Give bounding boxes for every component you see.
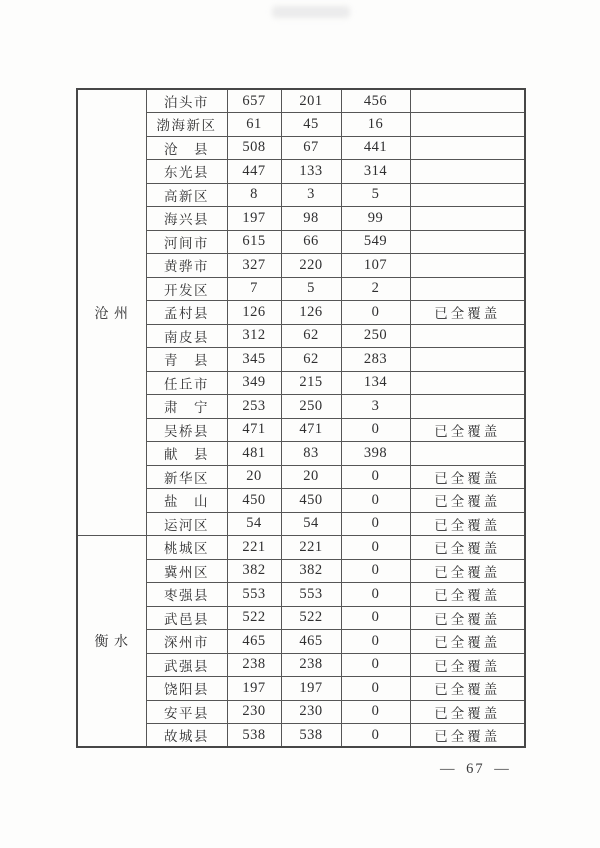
remark-cell xyxy=(410,442,525,466)
value-cell: 3 xyxy=(341,395,410,419)
value-cell: 0 xyxy=(341,653,410,677)
value-cell: 657 xyxy=(227,89,281,113)
remark-cell xyxy=(410,136,525,160)
remark-cell: 已全覆盖 xyxy=(410,489,525,513)
value-cell: 5 xyxy=(281,277,341,301)
value-cell: 508 xyxy=(227,136,281,160)
value-cell: 0 xyxy=(341,512,410,536)
county-name-cell: 新华区 xyxy=(146,465,227,489)
county-name-cell: 运河区 xyxy=(146,512,227,536)
county-name-cell: 南皮县 xyxy=(146,324,227,348)
value-cell: 382 xyxy=(227,559,281,583)
value-cell: 83 xyxy=(281,442,341,466)
value-cell: 447 xyxy=(227,160,281,184)
value-cell: 538 xyxy=(281,724,341,748)
county-name-cell: 渤海新区 xyxy=(146,113,227,137)
value-cell: 45 xyxy=(281,113,341,137)
value-cell: 126 xyxy=(281,301,341,325)
value-cell: 250 xyxy=(341,324,410,348)
value-cell: 549 xyxy=(341,230,410,254)
value-cell: 553 xyxy=(227,583,281,607)
value-cell: 133 xyxy=(281,160,341,184)
value-cell: 0 xyxy=(341,677,410,701)
value-cell: 327 xyxy=(227,254,281,278)
value-cell: 0 xyxy=(341,630,410,654)
value-cell: 20 xyxy=(281,465,341,489)
value-cell: 197 xyxy=(227,677,281,701)
remark-cell: 已全覆盖 xyxy=(410,724,525,748)
county-name-cell: 桃城区 xyxy=(146,536,227,560)
value-cell: 465 xyxy=(227,630,281,654)
value-cell: 345 xyxy=(227,348,281,372)
remark-cell: 已全覆盖 xyxy=(410,700,525,724)
county-name-cell: 冀州区 xyxy=(146,559,227,583)
county-name-cell: 饶阳县 xyxy=(146,677,227,701)
remark-cell xyxy=(410,371,525,395)
county-name-cell: 任丘市 xyxy=(146,371,227,395)
remark-cell xyxy=(410,113,525,137)
remark-cell: 已全覆盖 xyxy=(410,630,525,654)
county-name-cell: 武强县 xyxy=(146,653,227,677)
value-cell: 250 xyxy=(281,395,341,419)
remark-cell xyxy=(410,395,525,419)
county-name-cell: 安平县 xyxy=(146,700,227,724)
value-cell: 54 xyxy=(227,512,281,536)
value-cell: 62 xyxy=(281,348,341,372)
county-name-cell: 武邑县 xyxy=(146,606,227,630)
value-cell: 220 xyxy=(281,254,341,278)
county-name-cell: 肃 宁 xyxy=(146,395,227,419)
value-cell: 253 xyxy=(227,395,281,419)
value-cell: 197 xyxy=(281,677,341,701)
county-name-cell: 盐 山 xyxy=(146,489,227,513)
county-name-cell: 吴桥县 xyxy=(146,418,227,442)
county-name-cell: 沧 县 xyxy=(146,136,227,160)
value-cell: 98 xyxy=(281,207,341,231)
value-cell: 522 xyxy=(281,606,341,630)
remark-cell xyxy=(410,324,525,348)
value-cell: 54 xyxy=(281,512,341,536)
value-cell: 0 xyxy=(341,465,410,489)
value-cell: 471 xyxy=(227,418,281,442)
value-cell: 238 xyxy=(227,653,281,677)
value-cell: 134 xyxy=(341,371,410,395)
value-cell: 7 xyxy=(227,277,281,301)
value-cell: 450 xyxy=(281,489,341,513)
value-cell: 481 xyxy=(227,442,281,466)
value-cell: 99 xyxy=(341,207,410,231)
value-cell: 2 xyxy=(341,277,410,301)
value-cell: 450 xyxy=(227,489,281,513)
remark-cell xyxy=(410,348,525,372)
value-cell: 465 xyxy=(281,630,341,654)
remark-cell: 已全覆盖 xyxy=(410,418,525,442)
value-cell: 471 xyxy=(281,418,341,442)
value-cell: 314 xyxy=(341,160,410,184)
county-name-cell: 献 县 xyxy=(146,442,227,466)
value-cell: 0 xyxy=(341,559,410,583)
county-name-cell: 高新区 xyxy=(146,183,227,207)
county-name-cell: 河间市 xyxy=(146,230,227,254)
remark-cell xyxy=(410,254,525,278)
value-cell: 349 xyxy=(227,371,281,395)
county-name-cell: 孟村县 xyxy=(146,301,227,325)
value-cell: 201 xyxy=(281,89,341,113)
remark-cell: 已全覆盖 xyxy=(410,536,525,560)
county-name-cell: 故城县 xyxy=(146,724,227,748)
remark-cell xyxy=(410,160,525,184)
value-cell: 62 xyxy=(281,324,341,348)
value-cell: 553 xyxy=(281,583,341,607)
remark-cell: 已全覆盖 xyxy=(410,583,525,607)
coverage-table xyxy=(76,88,526,748)
coverage-table-body xyxy=(77,89,525,747)
remark-cell xyxy=(410,183,525,207)
value-cell: 0 xyxy=(341,700,410,724)
value-cell: 0 xyxy=(341,418,410,442)
remark-cell xyxy=(410,207,525,231)
value-cell: 215 xyxy=(281,371,341,395)
remark-cell: 已全覆盖 xyxy=(410,606,525,630)
value-cell: 16 xyxy=(341,113,410,137)
value-cell: 67 xyxy=(281,136,341,160)
value-cell: 538 xyxy=(227,724,281,748)
value-cell: 126 xyxy=(227,301,281,325)
value-cell: 441 xyxy=(341,136,410,160)
remark-cell: 已全覆盖 xyxy=(410,653,525,677)
remark-cell: 已全覆盖 xyxy=(410,512,525,536)
county-name-cell: 深州市 xyxy=(146,630,227,654)
value-cell: 20 xyxy=(227,465,281,489)
value-cell: 0 xyxy=(341,489,410,513)
value-cell: 522 xyxy=(227,606,281,630)
remark-cell xyxy=(410,277,525,301)
remark-cell: 已全覆盖 xyxy=(410,559,525,583)
value-cell: 66 xyxy=(281,230,341,254)
county-name-cell: 枣强县 xyxy=(146,583,227,607)
value-cell: 238 xyxy=(281,653,341,677)
remark-cell: 已全覆盖 xyxy=(410,465,525,489)
value-cell: 0 xyxy=(341,583,410,607)
remark-cell xyxy=(410,230,525,254)
county-name-cell: 泊头市 xyxy=(146,89,227,113)
value-cell: 230 xyxy=(281,700,341,724)
scan-smudge-artifact xyxy=(272,6,350,18)
value-cell: 456 xyxy=(341,89,410,113)
county-name-cell: 开发区 xyxy=(146,277,227,301)
table-row xyxy=(77,536,525,560)
county-name-cell: 海兴县 xyxy=(146,207,227,231)
value-cell: 0 xyxy=(341,301,410,325)
value-cell: 61 xyxy=(227,113,281,137)
value-cell: 382 xyxy=(281,559,341,583)
value-cell: 221 xyxy=(227,536,281,560)
county-name-cell: 黄骅市 xyxy=(146,254,227,278)
value-cell: 283 xyxy=(341,348,410,372)
value-cell: 0 xyxy=(341,536,410,560)
group-label: 衡 水 xyxy=(77,536,146,748)
value-cell: 221 xyxy=(281,536,341,560)
county-name-cell: 青 县 xyxy=(146,348,227,372)
value-cell: 5 xyxy=(341,183,410,207)
value-cell: 0 xyxy=(341,724,410,748)
remark-cell xyxy=(410,89,525,113)
value-cell: 398 xyxy=(341,442,410,466)
county-name-cell: 东光县 xyxy=(146,160,227,184)
remark-cell: 已全覆盖 xyxy=(410,677,525,701)
value-cell: 3 xyxy=(281,183,341,207)
value-cell: 8 xyxy=(227,183,281,207)
value-cell: 312 xyxy=(227,324,281,348)
value-cell: 107 xyxy=(341,254,410,278)
value-cell: 230 xyxy=(227,700,281,724)
value-cell: 0 xyxy=(341,606,410,630)
table-row xyxy=(77,89,525,113)
remark-cell: 已全覆盖 xyxy=(410,301,525,325)
page-number: — 67 — xyxy=(440,761,511,777)
value-cell: 615 xyxy=(227,230,281,254)
value-cell: 197 xyxy=(227,207,281,231)
group-label: 沧 州 xyxy=(77,89,146,536)
